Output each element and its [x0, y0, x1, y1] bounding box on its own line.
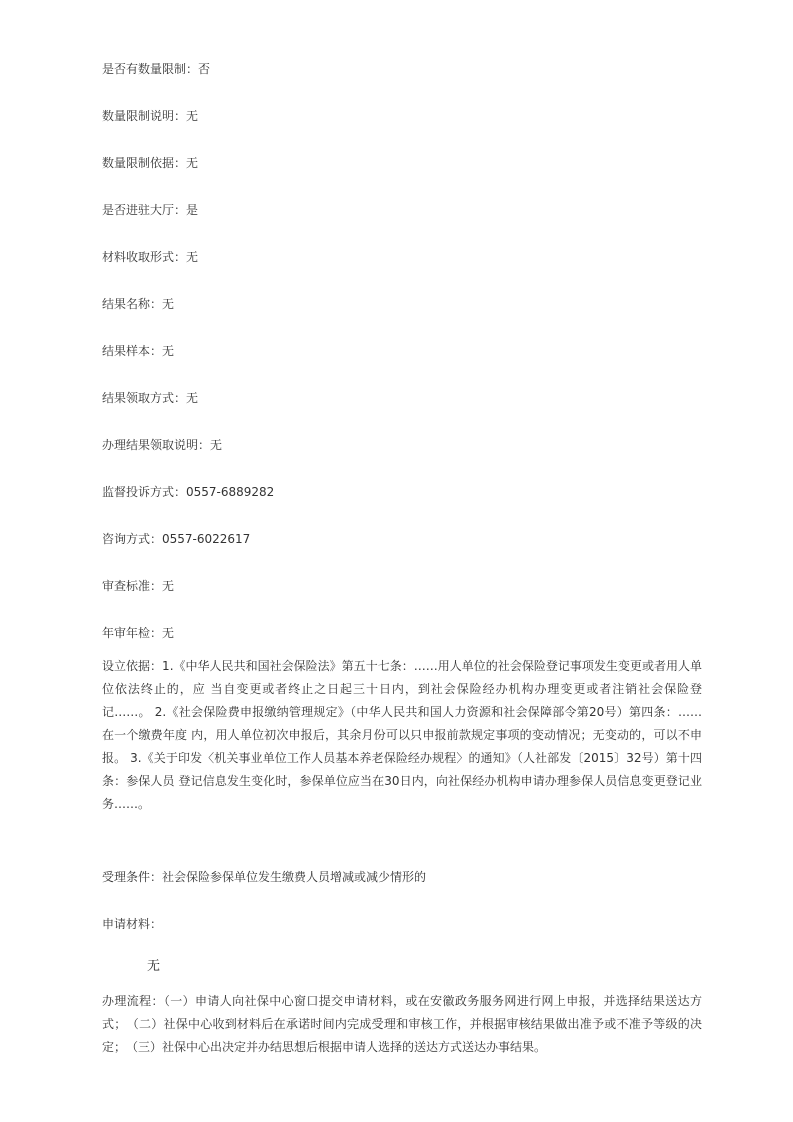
result-pickup-description-field: 办理结果领取说明：无 [102, 438, 223, 452]
material-collection-form-field: 材料收取形式：无 [102, 250, 199, 264]
annual-review-field: 年审年检：无 [102, 626, 175, 640]
application-materials-label: 申请材料： [102, 917, 163, 931]
consultation-field: 咨询方式：0557-6022617 [102, 532, 251, 546]
application-materials-value: 无 [147, 959, 161, 974]
result-sample-field: 结果样本：无 [102, 344, 175, 358]
result-pickup-method-field: 结果领取方式：无 [102, 391, 199, 405]
supervision-complaint-field: 监督投诉方式：0557-6889282 [102, 485, 275, 499]
acceptance-conditions-field: 受理条件：社会保险参保单位发生缴费人员增减或减少情形的 [102, 870, 427, 884]
quantity-limit-description-field: 数量限制说明：无 [102, 109, 199, 123]
process-paragraph: 办理流程：（一）申请人向社保中心窗口提交申请材料，或在安徽政务服务网进行网上申报，并选择结果送达方式； （二）社保中心收到材料后在承诺时间内完成受理和审核工作，并根据审核结果做出准予或不准予等级的决定； （三）社保中心出决定并办结思想后根据申请人选择的送达方式送达办事结果。 [102, 994, 702, 1054]
result-name-field: 结果名称：无 [102, 297, 175, 311]
legal-basis-paragraph: 设立依据：1.《中华人民共和国社会保险法》第五十七条：……用人单位的社会保险登记事项发生变更或者用人单位依法终止的，应 当自变更或者终止之日起三十日内，到社会保险经办机构办理变更或者注销社会保险登记……。 2.《社会保险费申报缴纳管理规定》（中华人民共和国人力资源和社会保障部令第20号）第四条：……在一个缴费年度 内，用人单位初次申报后，其余月份可以只申报前款规定事项的变动情况；无变动的，可以不申报。 3.《关于印发〈机关事业单位工作人员基本养老保险经办规程〉的通知》（人社部发〔2015〕32号）第十四条：参保人员 登记信息发生变化时，参保单位应当在30日内，向社保经办机构申请办理参保人员信息变更登记业务……。 [102, 659, 702, 811]
review-standard-field: 审查标准：无 [102, 579, 175, 593]
quantity-limit-field: 是否有数量限制：否 [102, 62, 211, 76]
hall-presence-field: 是否进驻大厅：是 [102, 203, 199, 217]
quantity-limit-basis-field: 数量限制依据：无 [102, 156, 199, 170]
